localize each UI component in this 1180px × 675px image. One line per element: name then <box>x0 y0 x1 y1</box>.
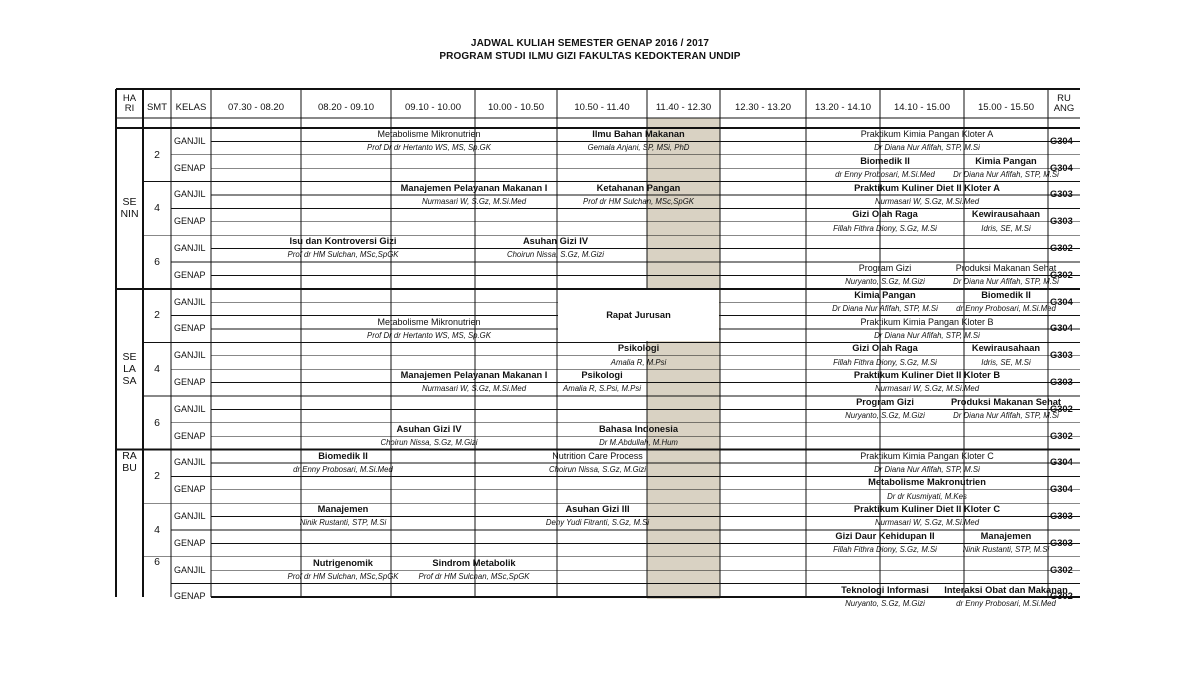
kelas-label: GENAP <box>174 430 206 441</box>
room-label: G304 <box>1050 162 1073 173</box>
course-cell: Praktikum Kuliner Diet II Kloter A <box>854 182 1000 193</box>
course-cell: Bahasa Indonesia <box>598 423 679 434</box>
rapat-jurusan-label: Rapat Jurusan <box>606 309 671 320</box>
course-cell: Nurmasari W, S.Gz, M.Si.Med <box>874 384 980 394</box>
course-cell: dr Enny Probosari, M.Si.Med <box>956 598 1056 608</box>
course-cell: Dr Diana Nur Afifah, STP, M.Si <box>874 464 980 474</box>
room-label: G302 <box>1050 269 1073 280</box>
semester-label: 2 <box>154 470 160 483</box>
kelas-label: GENAP <box>174 484 206 495</box>
semester-label: 4 <box>154 362 160 375</box>
day-label-line: NIN <box>120 208 139 221</box>
room-label: G304 <box>1050 135 1073 146</box>
course-cell: Biomedik II <box>860 155 910 166</box>
header-time-0: 07.30 - 08.20 <box>228 101 284 113</box>
course-cell: Metabolisme Mikronutrien <box>377 316 481 327</box>
course-cell: Choirun Nissa, S.Gz, M.Gizi <box>380 437 478 447</box>
course-cell: Kewirausahaan <box>971 343 1041 354</box>
course-cell: Psikologi <box>617 343 660 354</box>
course-cell: Nurmasari W, S.Gz, M.Si.Med <box>874 518 980 528</box>
course-cell: Gizi Olah Raga <box>852 343 918 354</box>
kelas-label: GENAP <box>174 162 206 173</box>
day-label-line: SA <box>122 375 137 388</box>
kelas-label: GANJIL <box>174 403 206 414</box>
room-label: G302 <box>1050 403 1073 414</box>
header-ruang-line: RU <box>1057 92 1071 104</box>
kelas-label: GENAP <box>174 269 206 280</box>
course-cell: Metabolisme Mikronutrien <box>377 129 481 140</box>
course-cell: Psikologi <box>581 370 623 381</box>
header-hari <box>116 89 143 118</box>
semester-label: 6 <box>154 555 160 568</box>
course-cell: Nurmasari W, S.Gz, M.Si.Med <box>421 196 527 206</box>
course-cell: Prof dr HM Sulchan, MSc,SpGK <box>287 571 399 581</box>
header-time-3: 10.00 - 10.50 <box>488 101 544 113</box>
course-cell: Dr Diana Nur Afifah, STP, M.Si <box>953 169 1059 179</box>
course-cell: Ketahanan Pangan <box>596 182 681 193</box>
header-time-8: 14.10 - 15.00 <box>894 101 950 113</box>
kelas-label: GANJIL <box>174 350 206 361</box>
kelas-label: GENAP <box>174 216 206 227</box>
semester-label: 6 <box>154 416 160 429</box>
course-cell: Dr M.Abdullah, M.Hum <box>599 437 678 447</box>
course-cell: Isu dan Kontroversi Gizi <box>289 236 397 247</box>
course-cell: Amalia R, M.Psi <box>610 357 667 367</box>
kelas-label: GENAP <box>174 377 206 388</box>
course-cell: Fillah Fithra Diony, S.Gz, M.Si <box>833 357 937 367</box>
room-label: G303 <box>1050 350 1073 361</box>
course-cell: Nuryanto, S.Gz, M.Gizi <box>845 277 925 287</box>
day-label-line: BU <box>122 461 137 474</box>
course-cell: Asuhan Gizi IV <box>522 236 589 247</box>
header-time-1: 08.20 - 09.10 <box>318 101 374 113</box>
room-label: G303 <box>1050 216 1073 227</box>
course-cell: Prof dr HM Sulchan, MSc,SpGK <box>418 571 530 581</box>
semester-label: 4 <box>154 523 160 536</box>
course-cell: Fillah Fithra Diony, S.Gz, M.Si <box>833 223 937 233</box>
kelas-label: GENAP <box>174 323 206 334</box>
course-cell: Choirun Nissa, S.Gz, M.Gizi <box>506 250 605 260</box>
course-cell: Choirun Nissa, S.Gz, M.Gizi <box>548 464 647 474</box>
room-label: G304 <box>1050 457 1073 468</box>
kelas-label: GENAP <box>174 591 206 602</box>
course-cell: Praktikum Kimia Pangan Kloter C <box>860 450 994 461</box>
title-line-2: PROGRAM STUDI ILMU GIZI FAKULTAS KEDOKTERAN UNDIP <box>439 51 741 62</box>
course-cell: Dr Diana Nur Afifah, STP, M.Si <box>874 330 980 340</box>
course-cell: Program Gizi <box>856 397 914 408</box>
course-cell: Asuhan Gizi IV <box>396 423 462 434</box>
course-cell: Kimia Pangan <box>975 155 1037 166</box>
day-label-line: SE <box>122 196 137 209</box>
course-cell: Nutrigenomik <box>313 557 373 568</box>
day-label <box>116 450 143 474</box>
room-label: G304 <box>1050 484 1073 495</box>
course-cell: Metabolisme Makronutrien <box>868 477 986 488</box>
header-time-6: 12.30 - 13.20 <box>735 101 791 113</box>
room-label: G302 <box>1050 591 1073 602</box>
course-cell: Manajemen Pelayanan Makanan I <box>400 370 548 381</box>
course-cell: Nuryanto, S.Gz, M.Gizi <box>845 411 925 421</box>
title-line-1: JADWAL KULIAH SEMESTER GENAP 2016 / 2017 <box>470 38 710 49</box>
day-label <box>116 128 143 289</box>
course-cell: Produksi Makanan Sehat <box>955 263 1057 274</box>
room-label: G302 <box>1050 430 1073 441</box>
course-cell: Kimia Pangan <box>854 289 916 300</box>
day-label-line: SE <box>122 351 137 364</box>
course-cell: Dr Diana Nur Afifah, STP, M.Si <box>832 303 938 313</box>
course-cell: dr Enny Probosari, M.Si.Med <box>956 303 1056 313</box>
room-label: G304 <box>1050 323 1073 334</box>
course-cell: Gizi Olah Raga <box>852 209 918 220</box>
header-ruang <box>1048 89 1080 118</box>
course-cell: Gemala Anjani, SP, MSi, PhD <box>587 143 690 153</box>
course-cell: Prof dr HM Sulchan, MSc,SpGK <box>583 196 694 206</box>
course-cell: Kewirausahaan <box>971 209 1041 220</box>
course-cell: Idris, SE, M.Si <box>981 223 1031 233</box>
course-cell: Prof Dr dr Hertanto WS, MS, Sp.GK <box>367 330 491 340</box>
course-cell: Deny Yudi Fitranti, S.Gz, M.Si <box>545 518 650 528</box>
course-cell: Dr dr Kusmiyati, M.Kes <box>887 491 967 501</box>
header-hari-line: HA <box>122 92 137 104</box>
course-cell: Biomedik II <box>981 289 1031 300</box>
day-label-line: RA <box>122 449 137 462</box>
header-time-7: 13.20 - 14.10 <box>815 101 871 113</box>
course-cell: Gizi Daur Kehidupan II <box>835 531 935 542</box>
course-cell: Biomedik II <box>318 450 368 461</box>
course-cell: Prof Dr dr Hertanto WS, MS, Sp.GK <box>367 143 491 153</box>
kelas-label: GANJIL <box>174 189 206 200</box>
course-cell: Ninik Rustanti, STP, M.Si <box>962 545 1050 555</box>
kelas-label: GANJIL <box>174 564 206 575</box>
room-label: G303 <box>1050 189 1073 200</box>
course-cell: Manajemen <box>980 531 1032 542</box>
kelas-label: GANJIL <box>174 135 206 146</box>
room-label: G302 <box>1050 564 1073 575</box>
day-label-line: LA <box>123 363 136 376</box>
course-cell: Manajemen <box>317 504 369 515</box>
header-smt: SMT <box>146 101 168 113</box>
course-cell: Ninik Rustanti, STP, M.Si <box>299 518 387 528</box>
room-label: G302 <box>1050 242 1073 253</box>
course-cell: Fillah Fithra Diony, S.Gz, M.Si <box>833 545 937 555</box>
header-kelas: KELAS <box>175 101 207 113</box>
header-time-5: 11.40 - 12.30 <box>655 101 712 113</box>
course-cell: Manajemen Pelayanan Makanan I <box>400 182 548 193</box>
header-time-2: 09.10 - 10.00 <box>405 101 461 113</box>
course-cell: Praktikum Kuliner Diet II Kloter B <box>853 370 1001 381</box>
kelas-label: GANJIL <box>174 457 206 468</box>
room-label: G303 <box>1050 376 1073 387</box>
header-ruang-line: ANG <box>1053 102 1075 114</box>
header-hari-line: RI <box>124 102 135 114</box>
course-cell: Interaksi Obat dan Makanan <box>944 584 1068 595</box>
semester-label: 4 <box>154 202 160 215</box>
course-cell: Amalia R, S.Psi, M.Psi <box>563 384 641 394</box>
room-label: G303 <box>1050 537 1073 548</box>
course-cell: Produksi Makanan Sehat <box>950 397 1062 408</box>
kelas-label: GANJIL <box>174 296 206 307</box>
course-cell: Praktikum Kimia Pangan Kloter A <box>860 129 994 140</box>
kelas-label: GANJIL <box>174 511 206 522</box>
course-cell: Dr Diana Nur Afifah, STP, M.Si <box>874 143 980 153</box>
course-cell: Ilmu Bahan Makanan <box>592 129 685 140</box>
semester-label: 6 <box>154 255 160 268</box>
day-label <box>116 289 143 450</box>
course-cell: Teknologi Informasi <box>841 584 929 595</box>
header-time-9: 15.00 - 15.50 <box>978 101 1034 113</box>
course-cell: Dr Diana Nur Afifah, STP, M.Si <box>953 411 1059 421</box>
room-label: G303 <box>1050 510 1073 521</box>
course-cell: Asuhan Gizi III <box>565 504 630 515</box>
room-label: G304 <box>1050 296 1073 307</box>
course-cell: Idris, SE, M.Si <box>981 357 1031 367</box>
kelas-label: GANJIL <box>174 243 206 254</box>
kelas-label: GENAP <box>174 537 206 548</box>
course-cell: Nurmasari W, S.Gz, M.Si.Med <box>874 196 980 206</box>
header-time-4: 10.50 - 11.40 <box>574 101 630 113</box>
course-cell: Praktikum Kuliner Diet II Kloter C <box>853 504 1001 515</box>
course-cell: Nuryanto, S.Gz, M.Gizi <box>845 598 925 608</box>
course-cell: Prof dr HM Sulchan, MSc,SpGK <box>287 250 399 260</box>
course-cell: dr Enny Probosari, M.Si.Med <box>293 464 393 474</box>
course-cell: Dr Diana Nur Afifah, STP, M.Si <box>953 277 1059 287</box>
semester-label: 2 <box>154 148 160 161</box>
course-cell: Nutrition Care Process <box>552 450 643 461</box>
course-cell: Sindrom Metabolik <box>432 557 516 568</box>
course-cell: dr Enny Probosari, M.Si.Med <box>835 169 935 179</box>
course-cell: Program Gizi <box>858 263 912 274</box>
course-cell: Praktikum Kimia Pangan Kloter B <box>860 316 994 327</box>
course-cell: Nurmasari W, S.Gz, M.Si.Med <box>421 384 527 394</box>
semester-label: 2 <box>154 309 160 322</box>
